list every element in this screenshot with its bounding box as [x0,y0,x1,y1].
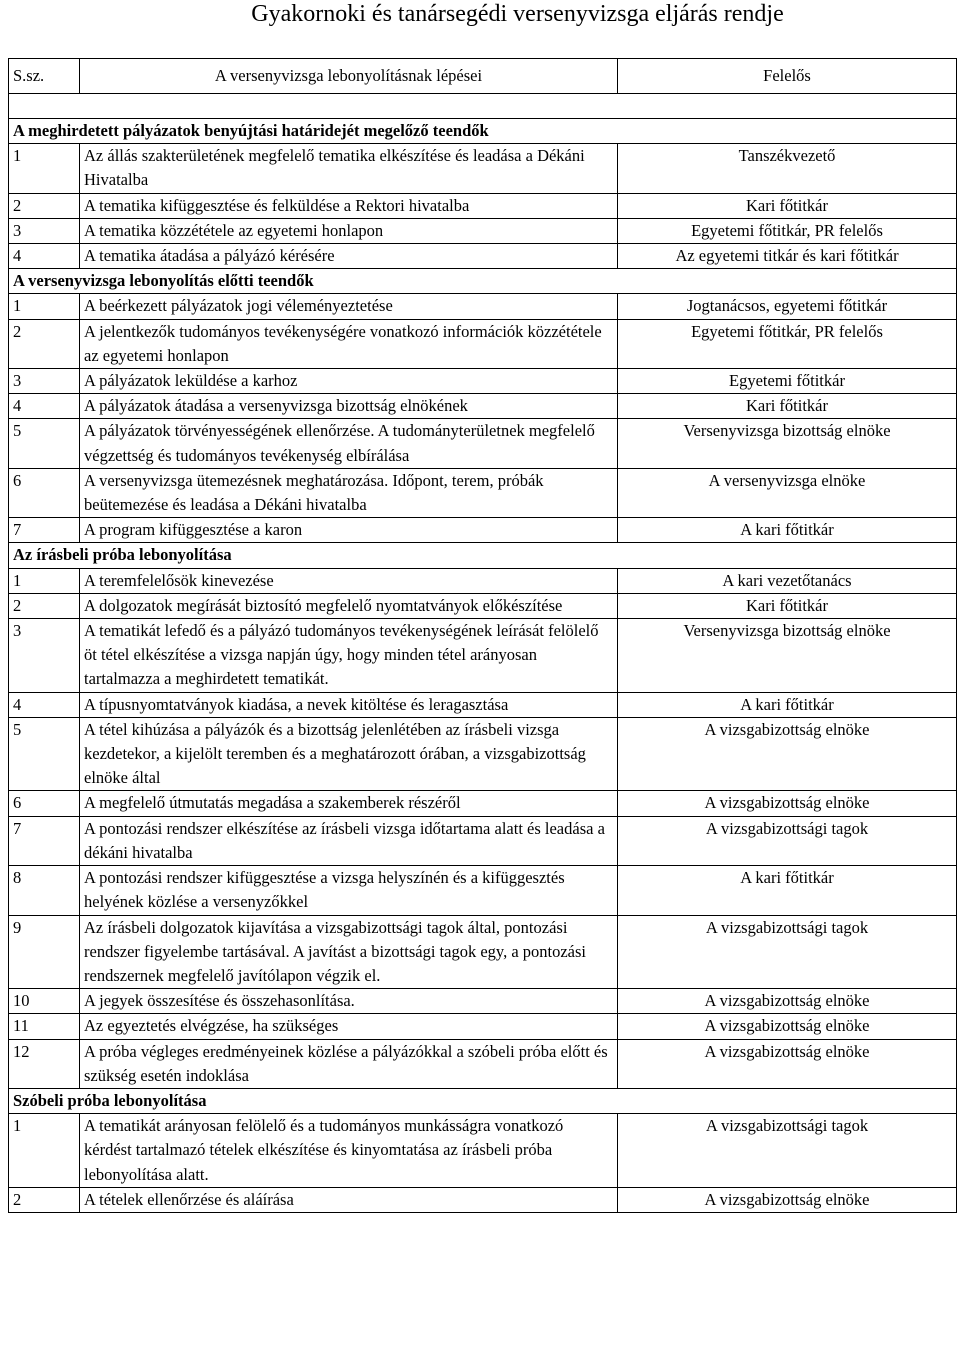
table-row [9,419,957,468]
step-number: 1 [9,144,80,193]
step-responsible: Egyetemi főtitkár, PR felelős [618,319,957,368]
step-responsible: A vizsgabizottság elnöke [618,1039,957,1088]
table-row [9,568,957,593]
step-description: A pályázatok leküldése a karhoz [80,369,618,394]
table-row [9,619,957,693]
step-description: A megfelelő útmutatás megadása a szakemberek részéről [80,791,618,816]
section-row [9,543,957,568]
step-description: A próba végleges eredményeinek közlése a pályázókkal a szóbeli próba előtt és szükség esetén indoklása [80,1039,618,1088]
step-number: 1 [9,294,80,319]
step-description: A pontozási rendszer elkészítése az írásbeli vizsga időtartama alatt és leadása a dékáni hivatalba [80,816,618,865]
step-number: 2 [9,319,80,368]
table-header-row [9,59,957,94]
step-responsible: A vizsgabizottság elnöke [618,717,957,791]
table-row [9,791,957,816]
step-number: 7 [9,816,80,865]
section-title: Az írásbeli próba lebonyolítása [9,543,957,568]
step-responsible: A vizsgabizottság elnöke [618,791,957,816]
step-responsible: A vizsgabizottság elnöke [618,989,957,1014]
step-description: A versenyvizsga ütemezésnek meghatározása. Időpont, terem, próbák beütemezése és leadása a Dékáni hivatalba [80,468,618,517]
section-row [9,1088,957,1113]
section-row [9,269,957,294]
step-responsible: A kari főtitkár [618,518,957,543]
step-number: 3 [9,619,80,693]
table-row [9,692,957,717]
step-description: A pályázatok törvényességének ellenőrzése. A tudományterületnek megfelelő végzettség és tudományos tevékenység elbírálása [80,419,618,468]
step-responsible: Jogtanácsos, egyetemi főtitkár [618,294,957,319]
table-row [9,319,957,368]
table-row [9,518,957,543]
table-row [9,816,957,865]
step-responsible: Tanszékvezető [618,144,957,193]
step-description: A tematika kifüggesztése és felküldése a Rektori hivatalba [80,193,618,218]
table-row [9,915,957,989]
section-title: A meghirdetett pályázatok benyújtási határidejét megelőző teendők [9,119,957,144]
step-responsible: Kari főtitkár [618,394,957,419]
table-row [9,369,957,394]
step-responsible: A vizsgabizottsági tagok [618,1114,957,1188]
step-description: A tematikát lefedő és a pályázó tudományos tevékenységének leírását felölelő öt tétel elkészítése a vizsga napján úgy, hogy minden tétel arányosan tartalmazza a meghirdetett tematikát. [80,619,618,693]
step-number: 4 [9,244,80,269]
table-row [9,468,957,517]
table-row [9,193,957,218]
step-number: 11 [9,1014,80,1039]
step-responsible: Kari főtitkár [618,593,957,618]
step-number: 4 [9,394,80,419]
step-description: A pályázatok átadása a versenyvizsga bizottság elnökének [80,394,618,419]
page-title: Gyakornoki és tanársegédi versenyvizsga eljárás rendje [251,1,784,27]
step-number: 1 [9,568,80,593]
step-responsible: Egyetemi főtitkár [618,369,957,394]
step-number: 1 [9,1114,80,1188]
table-row [9,1187,957,1212]
table-row [9,1114,957,1188]
table-row [9,244,957,269]
step-number: 12 [9,1039,80,1088]
step-number: 6 [9,468,80,517]
step-description: A pontozási rendszer kifüggesztése a vizsga helyszínén és a kifüggesztés helyének közlése a versenyzőkkel [80,866,618,915]
table-row [9,144,957,193]
table-row [9,717,957,791]
step-number: 5 [9,717,80,791]
step-number: 6 [9,791,80,816]
step-responsible: Versenyvizsga bizottság elnöke [618,419,957,468]
step-number: 4 [9,692,80,717]
step-number: 9 [9,915,80,989]
header-number: S.sz. [9,59,80,94]
section-title: Szóbeli próba lebonyolítása [9,1088,957,1113]
procedure-table [8,58,957,1213]
step-description: A beérkezett pályázatok jogi véleményeztetése [80,294,618,319]
step-description: A dolgozatok megírását biztosító megfelelő nyomtatványok előkészítése [80,593,618,618]
step-responsible: A versenyvizsga elnöke [618,468,957,517]
step-description: A tematika közzététele az egyetemi honlapon [80,218,618,243]
section-row [9,119,957,144]
table-row [9,218,957,243]
table-row [9,294,957,319]
header-responsible: Felelős [618,59,957,94]
step-description: Az egyeztetés elvégzése, ha szükséges [80,1014,618,1039]
step-description: A tematika átadása a pályázó kérésére [80,244,618,269]
step-number: 2 [9,1187,80,1212]
table-row [9,989,957,1014]
step-responsible: Versenyvizsga bizottság elnöke [618,619,957,693]
step-number: 10 [9,989,80,1014]
step-description: A tematikát arányosan felölelő és a tudományos munkásságra vonatkozó kérdést tartalmazó tételek elkészítése és kinyomtatása az írásbeli próba lebonyolítása alatt. [80,1114,618,1188]
step-number: 7 [9,518,80,543]
step-description: A jegyek összesítése és összehasonlítása. [80,989,618,1014]
table-row [9,1014,957,1039]
section-title: A versenyvizsga lebonyolítás előtti teendők [9,269,957,294]
step-description: A típusnyomtatványok kiadása, a nevek kitöltése és leragasztása [80,692,618,717]
step-number: 2 [9,593,80,618]
step-description: A teremfelelősök kinevezése [80,568,618,593]
step-description: A jelentkezők tudományos tevékenységére vonatkozó információk közzététele az egyetemi honlapon [80,319,618,368]
step-description: Az írásbeli dolgozatok kijavítása a vizsgabizottsági tagok által, pontozási rendszer figyelembe tartásával. A javítást a bizottsági tagok egy, a pontozási rendszernek megfelelő javítólapon végzik el. [80,915,618,989]
step-responsible: Egyetemi főtitkár, PR felelős [618,218,957,243]
step-responsible: A vizsgabizottsági tagok [618,816,957,865]
table-row [9,1039,957,1088]
step-number: 8 [9,866,80,915]
table-row [9,866,957,915]
header-steps: A versenyvizsga lebonyolításnak lépései [80,59,618,94]
step-responsible: Az egyetemi titkár és kari főtitkár [618,244,957,269]
step-responsible: A vizsgabizottság elnöke [618,1187,957,1212]
step-number: 3 [9,218,80,243]
table-row [9,394,957,419]
step-description: Az állás szakterületének megfelelő tematika elkészítése és leadása a Dékáni Hivatalba [80,144,618,193]
step-description: A program kifüggesztése a karon [80,518,618,543]
step-responsible: Kari főtitkár [618,193,957,218]
step-number: 3 [9,369,80,394]
step-responsible: A vizsgabizottsági tagok [618,915,957,989]
step-responsible: A kari főtitkár [618,692,957,717]
step-description: A tételek ellenőrzése és aláírása [80,1187,618,1212]
step-number: 2 [9,193,80,218]
spacer-row [9,94,957,119]
step-responsible: A kari főtitkár [618,866,957,915]
step-description: A tétel kihúzása a pályázók és a bizottság jelenlétében az írásbeli vizsga kezdetekor, a kijelölt teremben és a meghatározott órában, a vizsgabizottság elnöke által [80,717,618,791]
step-responsible: A kari vezetőtanács [618,568,957,593]
step-responsible: A vizsgabizottság elnöke [618,1014,957,1039]
step-number: 5 [9,419,80,468]
table-row [9,593,957,618]
